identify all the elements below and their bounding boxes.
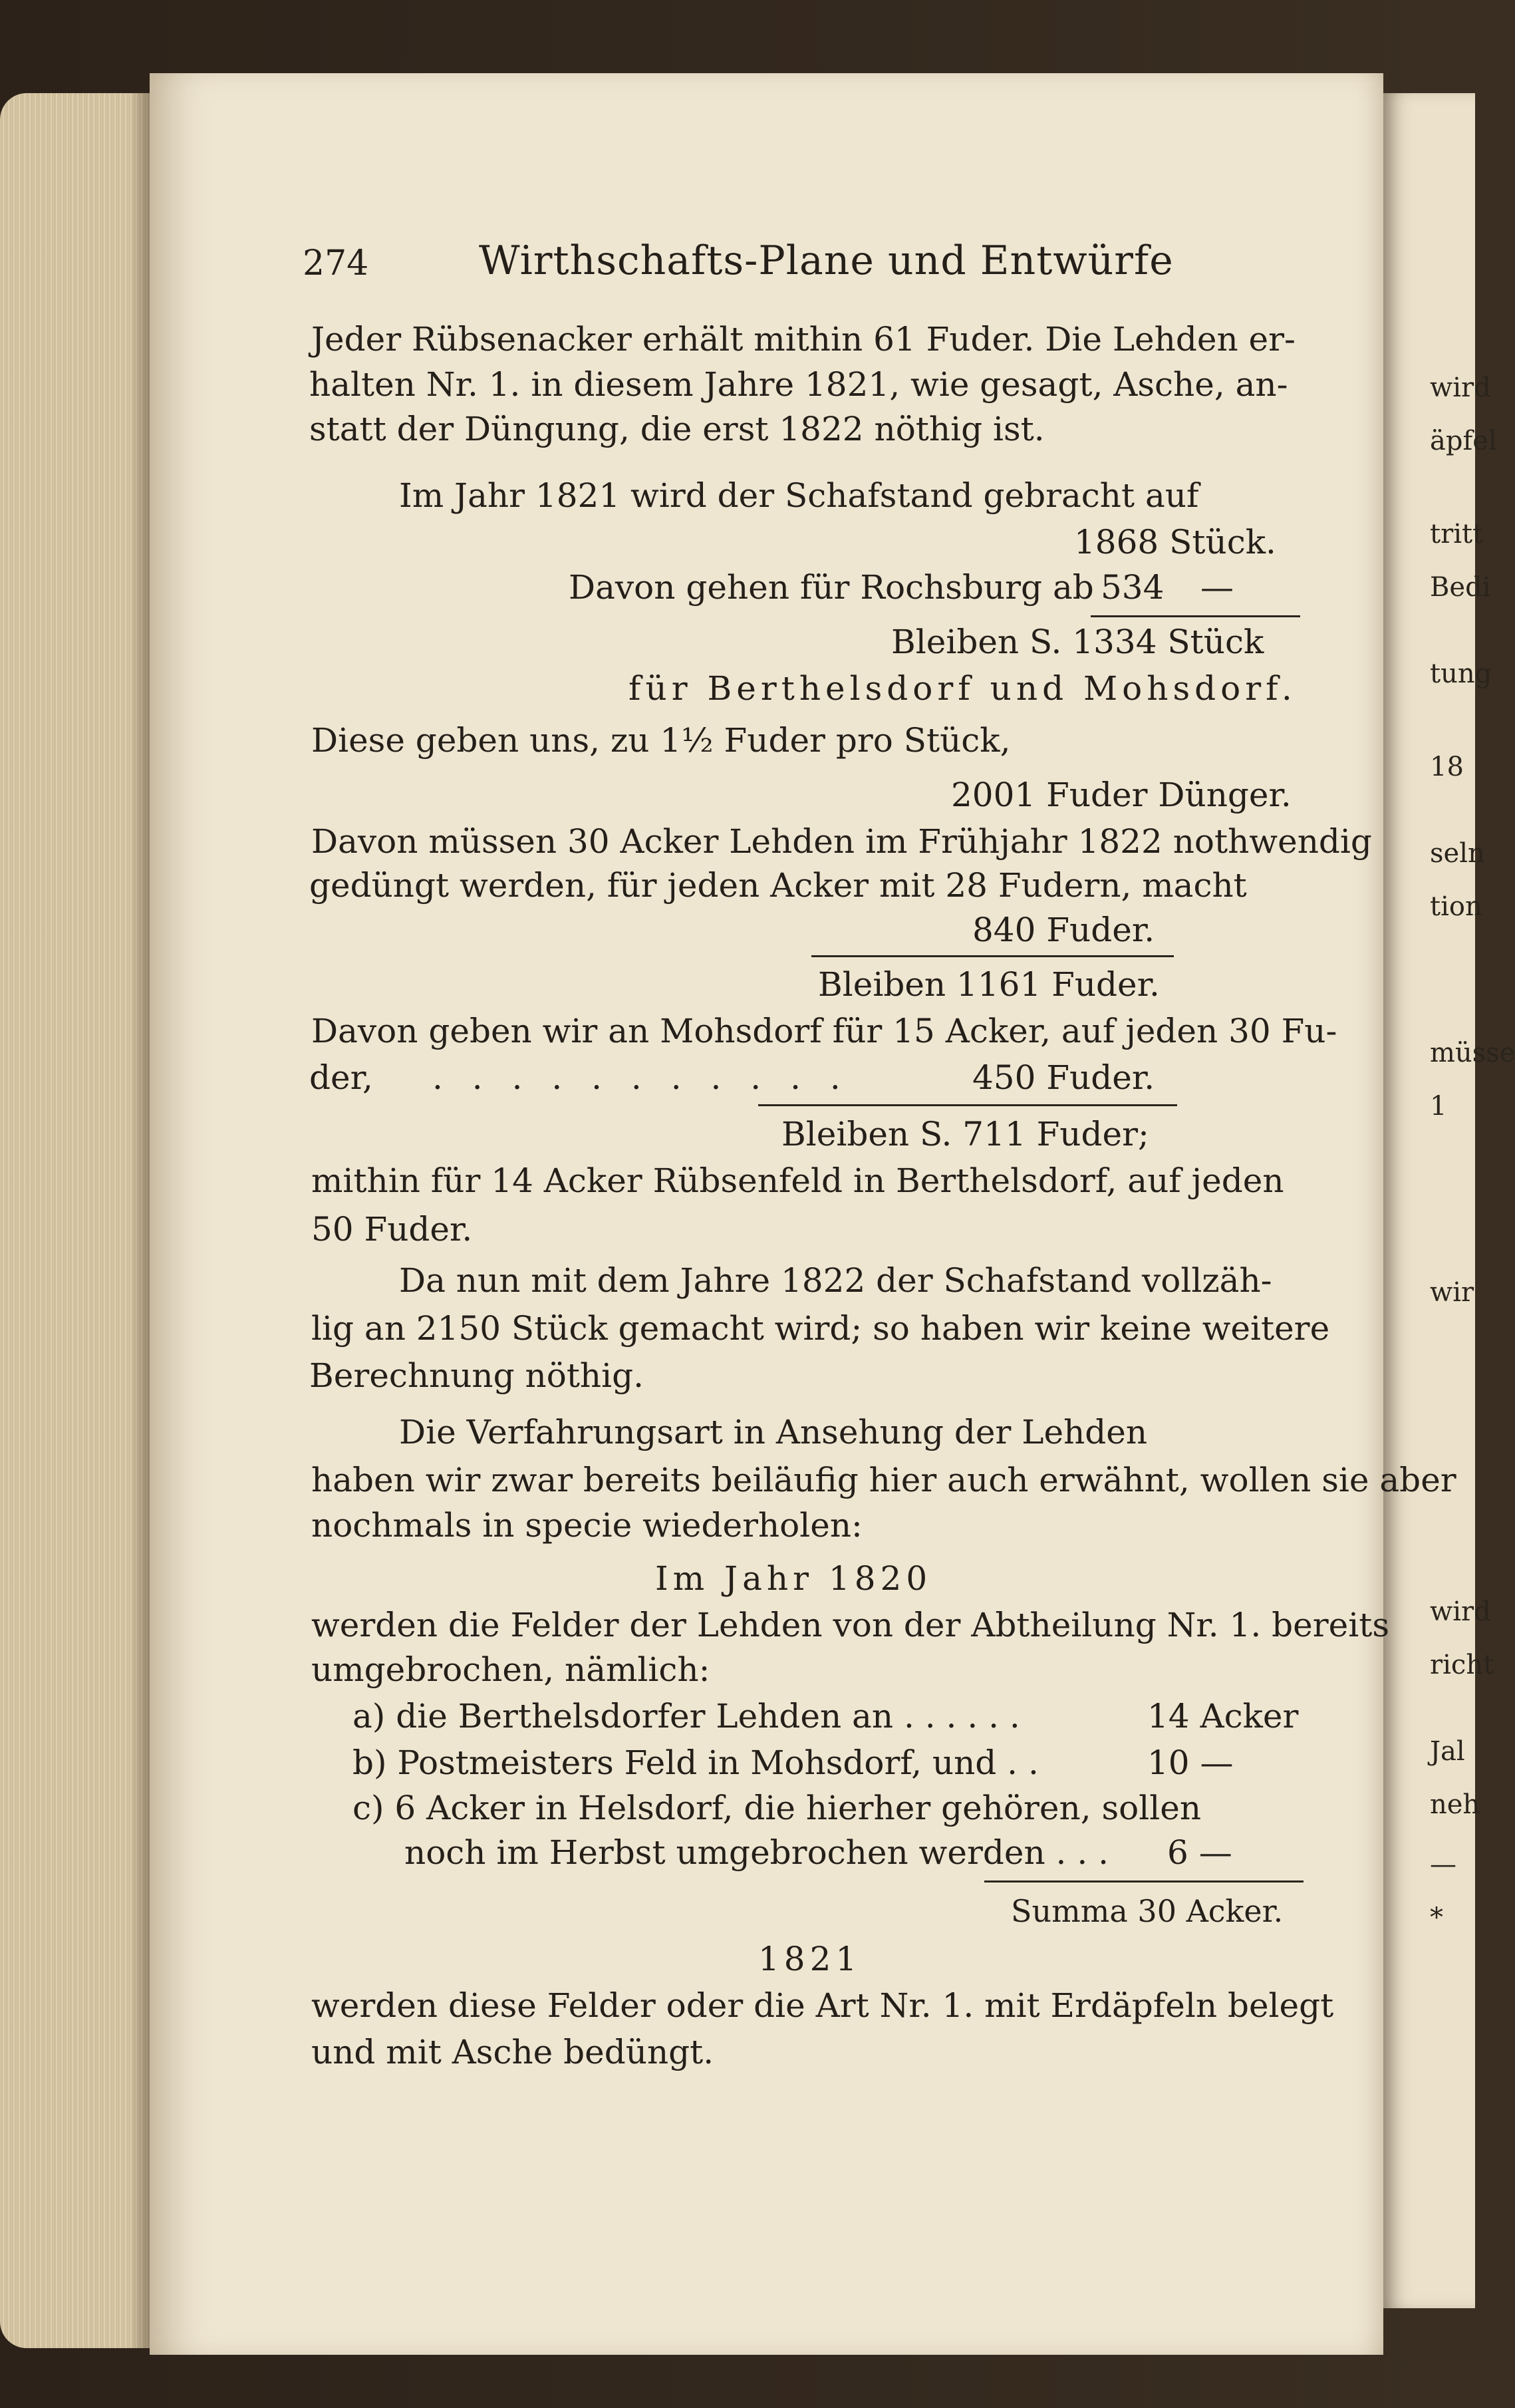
text-line: Davon müssen 30 Acker Lehden im Frühjahr 1822 nothwendig [311, 822, 1372, 861]
facing-fragment: wird [1430, 1596, 1491, 1627]
facing-fragment: — [1430, 1849, 1456, 1880]
text-line: mithin für 14 Acker Rübsenfeld in Berthelsdorf, auf jeden [311, 1161, 1284, 1200]
year-heading: Im Jahr 1820 [655, 1559, 932, 1598]
text-line: für Berthelsdorf und Mohsdorf. [628, 669, 1297, 708]
sum-rule [811, 955, 1174, 957]
text-line: umgebrochen, nämlich: [311, 1650, 710, 1689]
text-line: statt der Düngung, die erst 1822 nöthig ist. [309, 410, 1045, 448]
facing-fragment: wird [1430, 373, 1491, 403]
facing-fragment: richt [1430, 1650, 1494, 1680]
sum-rule [1091, 615, 1300, 617]
text-line: 2001 Fuder Dünger. [951, 776, 1292, 814]
amount: 6 — [1167, 1833, 1232, 1872]
running-title: Wirthschafts-Plane und Entwürfe [479, 237, 1174, 284]
facing-fragment: Bedi [1430, 572, 1491, 603]
text-line: der, [309, 1058, 373, 1097]
text-line: Davon geben wir an Mohsdorf für 15 Acker, auf jeden 30 Fu- [311, 1012, 1337, 1050]
facing-fragment: Jal [1430, 1736, 1465, 1767]
text-line: Berechnung nöthig. [309, 1356, 644, 1395]
text-line: Davon gehen für Rochsburg ab [569, 568, 1094, 607]
text-line: Bleiben S. 1334 Stück [891, 623, 1264, 661]
facing-fragment: 1 [1430, 1091, 1447, 1122]
text-line: und mit Asche bedüngt. [311, 2033, 714, 2071]
text-line: werden die Felder der Lehden von der Abtheilung Nr. 1. bereits [311, 1606, 1389, 1644]
list-item: noch im Herbst umgebrochen werden . . . [404, 1833, 1109, 1872]
amount: 14 Acker [1147, 1697, 1299, 1735]
facing-fragment: äpfel [1430, 426, 1497, 456]
list-item: c) 6 Acker in Helsdorf, die hierher gehören, sollen [352, 1789, 1202, 1827]
text-line: Jeder Rübsenacker erhält mithin 61 Fuder. Die Lehden er- [311, 320, 1296, 359]
text-line: haben wir zwar bereits beiläufig hier auch erwähnt, wollen sie aber [311, 1461, 1456, 1499]
facing-fragment: neh [1430, 1789, 1480, 1820]
text-line: werden diese Felder oder die Art Nr. 1. mit Erdäpfeln belegt [311, 1986, 1334, 2025]
sum-rule [758, 1104, 1177, 1106]
leader-dots: . . . . . . . . . . . [432, 1058, 850, 1097]
facing-fragment: 18 [1430, 752, 1464, 782]
text-line: 1868 Stück. [1074, 523, 1276, 561]
text-line: Im Jahr 1821 wird der Schafstand gebracht auf [399, 476, 1199, 515]
text-line: 840 Fuder. [972, 911, 1155, 949]
facing-fragment: wir [1430, 1277, 1474, 1308]
text-line: Die Verfahrungsart in Ansehung der Lehden [399, 1413, 1148, 1451]
dash: — [1200, 568, 1234, 607]
sum-rule [984, 1881, 1304, 1882]
facing-fragment: * [1430, 1902, 1443, 1933]
list-item: a) die Berthelsdorfer Lehden an . . . . . . [352, 1697, 1020, 1735]
year-heading: 1821 [758, 1940, 862, 1978]
text-line: 50 Fuder. [311, 1210, 473, 1249]
sum-line: Summa 30 Acker. [1011, 1893, 1284, 1929]
text-line: halten Nr. 1. in diesem Jahre 1821, wie gesagt, Asche, an- [309, 365, 1288, 404]
text-line: Bleiben 1161 Fuder. [818, 965, 1160, 1004]
text-line: gedüngt werden, für jeden Acker mit 28 Fudern, macht [309, 866, 1247, 905]
text-line: Da nun mit dem Jahre 1822 der Schafstand vollzäh- [399, 1261, 1272, 1300]
facing-fragment: tung [1430, 659, 1492, 689]
text-line: lig an 2150 Stück gemacht wird; so haben wir keine weitere [311, 1309, 1330, 1348]
text-line: Bleiben S. 711 Fuder; [781, 1115, 1149, 1153]
amount: 534 [1101, 568, 1165, 607]
text-line: nochmals in specie wiederholen: [311, 1506, 863, 1545]
facing-fragment: tion [1430, 891, 1482, 922]
page-number: 274 [303, 243, 369, 283]
text-line: Diese geben uns, zu 1½ Fuder pro Stück, [311, 721, 1011, 760]
facing-fragment: tritt [1430, 519, 1484, 549]
amount: 10 — [1147, 1743, 1234, 1782]
amount: 450 Fuder. [972, 1058, 1155, 1097]
list-item: b) Postmeisters Feld in Mohsdorf, und . . [352, 1743, 1039, 1782]
facing-fragment: müsse [1430, 1038, 1515, 1068]
facing-fragment: seln [1430, 838, 1485, 869]
